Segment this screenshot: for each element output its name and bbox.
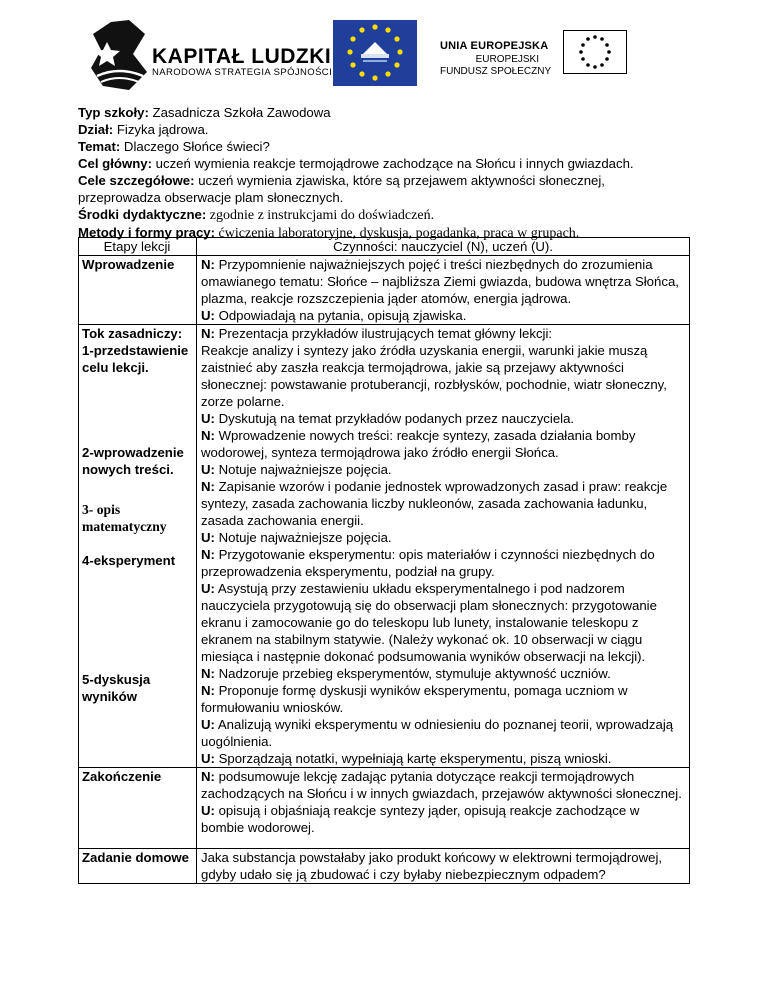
stage-cell bbox=[79, 768, 197, 849]
meta-dzial: Dział: Fizyka jądrowa. bbox=[78, 122, 209, 137]
activity-cell: N: podsumowuje lekcję zadając pytania dotyczące reakcji termojądrowych zachodzących na Słońcu i w innych gwiazdach, przejawów aktywności słonecznej. U: opisują i objaśniają reakcje syntezy jąder, opisują reakcje zachodzące w bombie wodorowej. bbox=[197, 768, 690, 849]
meta-cel-glowny: Cel główny: uczeń wymienia reakcje termojądrowe zachodzące na Słońcu i innych gwiazdach. bbox=[78, 156, 634, 171]
meta-temat: Temat: Dlaczego Słońce świeci? bbox=[78, 139, 270, 154]
table-header-row bbox=[79, 238, 690, 256]
activity-cell: N: Przypomnienie najważniejszych pojęć i treści niezbędnych do zrozumienia omawianego tematu: Słońce – najbliższa Ziemi gwiazda, budowa wnętrza Słońca, plazma, reakcje rozszczepienia jąder atomów, energia jądrowa. U: Odpowiadają na pytania, opisują zjawiska. bbox=[197, 256, 690, 325]
activity-cell: Jaka substancja powstałaby jako produkt końcowy w elektrowni termojądrowej, gdyby udało się ją zbudować i czy byłaby niebezpiecznym odpadem? bbox=[197, 849, 690, 884]
stage-cell: Tok zasadniczy: 1-przedstawienie celu lekcji. 2-wprowadzenie nowych treści. 3- opis matematyczny 4-eksperyment 5-dyskusja wyników bbox=[79, 325, 197, 768]
kapital-ludzki-logo-icon bbox=[89, 20, 147, 92]
stage-cell bbox=[79, 849, 197, 884]
table-row bbox=[79, 325, 690, 768]
header-logos bbox=[0, 0, 768, 100]
meta-typ-szkoly: Typ szkoły: Zasadnicza Szkoła Zawodowa bbox=[78, 105, 331, 120]
stage-cell bbox=[79, 256, 197, 325]
eu-fund-line1: EUROPEJSKI bbox=[475, 54, 539, 65]
stage-eksperyment: 4-eksperyment bbox=[82, 553, 176, 568]
stage-wprowadzenie: Wprowadzenie bbox=[82, 257, 175, 272]
lesson-plan-table bbox=[78, 237, 690, 884]
meta-cele-szczegolowe: Cele szczegółowe: uczeń wymienia zjawiska, które są przejawem aktywności słonecznej, bbox=[78, 173, 605, 188]
kapital-ludzki-subtitle: NARODOWA STRATEGIA SPÓJNOŚCI bbox=[152, 67, 333, 78]
stage-wprowadzenie-tresci: 2-wprowadzenie bbox=[82, 445, 184, 460]
header-czynnosci: Czynności: nauczyciel (N), uczeń (U). bbox=[197, 238, 690, 256]
activity-cell: N: Prezentacja przykładów ilustrujących temat główny lekcji: Reakcje analizy i syntezy jako źródła uzyskania energii, warunki jakie muszą zaistnieć aby zaszła reakcja termojądrowa, jakie są przejawy aktywności słonecznej: powstawanie protuberancji, rozbłysków, pochodnie, wiatr słoneczny, zorze polarne. U: Dyskutują na temat przykładów podanych przez nauczyciela. N: Wprowadzenie nowych treści: reakcje syntezy, zasada działania bomby wodorowej, synteza termojądrowa jako źródło energii Słońca. U: Notuje najważniejsze pojęcia. N: Zapisanie wzorów i podanie jednostek wprowadzonych zasad i praw: reakcje syntezy, zasada zachowania liczby nukleonów, zasada zachowania ładunku, zasada zachowania energii. U: Notuje najważniejsze pojęcia. N: Przygotowanie eksperymentu: opis materiałów i czynności niezbędnych do przeprowadzenia eksperymentu, podział na grupy. U: Asystują przy zestawieniu układu eksperymentalnego i pod nadzorem nauczyciela przygotowują się do obserwacji plam słonecznych: przygotowanie ekranu i zamocowanie go do teleskopu lub lunety, instalowanie teleskopu z ekranem na stabilnym statywie. (Należy wykonać ok. 10 obserwacji w ciągu miesiąca i następnie dokonać podsumowania wyników obserwacji na lekcji). N: Nadzoruje przebieg eksperymentów, stymuluje aktywność uczniów. N: Proponuje formę dyskusji wyników eksperymentu, pomaga uczniom w formułowaniu wniosków. U: Analizują wyniki eksperymentu w odniesieniu do poznanej teorii, wprowadzają uogólnienia. U: Sporządzają notatki, wypełniają kartę eksperymentu, piszą wnioski. bbox=[197, 325, 690, 768]
lesson-metadata bbox=[78, 104, 690, 242]
stage-tok: Tok zasadniczy: bbox=[82, 326, 183, 341]
stage-dyskusja: 5-dyskusja bbox=[82, 672, 151, 687]
eu-flag-icon bbox=[563, 30, 627, 74]
meta-srodki: Środki dydaktyczne: zgodnie z instrukcjami do doświadczeń. bbox=[78, 207, 435, 223]
regional-emblem-icon bbox=[333, 20, 417, 86]
stage-zakonczenie: Zakończenie bbox=[82, 769, 162, 784]
eu-fund-line2: FUNDUSZ SPOŁECZNY bbox=[440, 66, 552, 77]
stage-zadanie-domowe: Zadanie domowe bbox=[82, 850, 189, 865]
meta-cele-szczegolowe-cont: przeprowadza obserwacje plam słonecznych. bbox=[78, 190, 344, 205]
table-row bbox=[79, 768, 690, 849]
kapital-ludzki-title: KAPITAŁ LUDZKI bbox=[152, 45, 332, 68]
eu-title: UNIA EUROPEJSKA bbox=[440, 40, 549, 52]
table-row bbox=[79, 256, 690, 325]
table-row bbox=[79, 849, 690, 884]
header-etapy: Etapy lekcji bbox=[79, 238, 197, 256]
meta-metody: Metody i formy pracy: ćwiczenia laboratoryjne, dyskusja, pogadanka, praca w grupach. bbox=[78, 225, 580, 241]
stage-opis-matematyczny: 3- opis bbox=[82, 502, 121, 517]
